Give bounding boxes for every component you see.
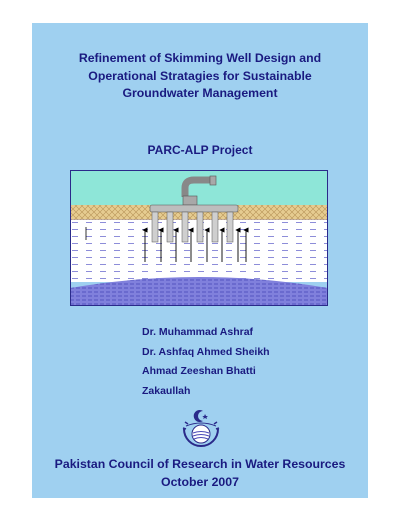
author-4: Zakaullah (142, 384, 191, 397)
skimming-well-diagram (70, 170, 328, 306)
author-1: Dr. Muhammad Ashraf (142, 326, 254, 338)
saline-water-layer (70, 292, 328, 306)
title-line-2: Operational Stratagies for Sustainable (88, 68, 312, 83)
publication-date: October 2007 (161, 475, 239, 489)
author-list (142, 323, 270, 401)
report-cover (32, 23, 368, 498)
report-title (32, 50, 368, 103)
author-2: Dr. Ashfaq Ahmed Sheikh (142, 345, 270, 358)
organization-name: Pakistan Council of Research in Water Resources (54, 457, 346, 471)
project-name: PARC-ALP Project (147, 143, 253, 157)
author-3: Ahmad Zeeshan Bhatti (142, 365, 256, 377)
title-line-3: Groundwater Management (122, 86, 278, 100)
title-line-1: Refinement of Skimming Well Design and (78, 51, 322, 65)
sky-layer (70, 170, 328, 205)
crescent-star-emblem-icon (180, 408, 222, 450)
